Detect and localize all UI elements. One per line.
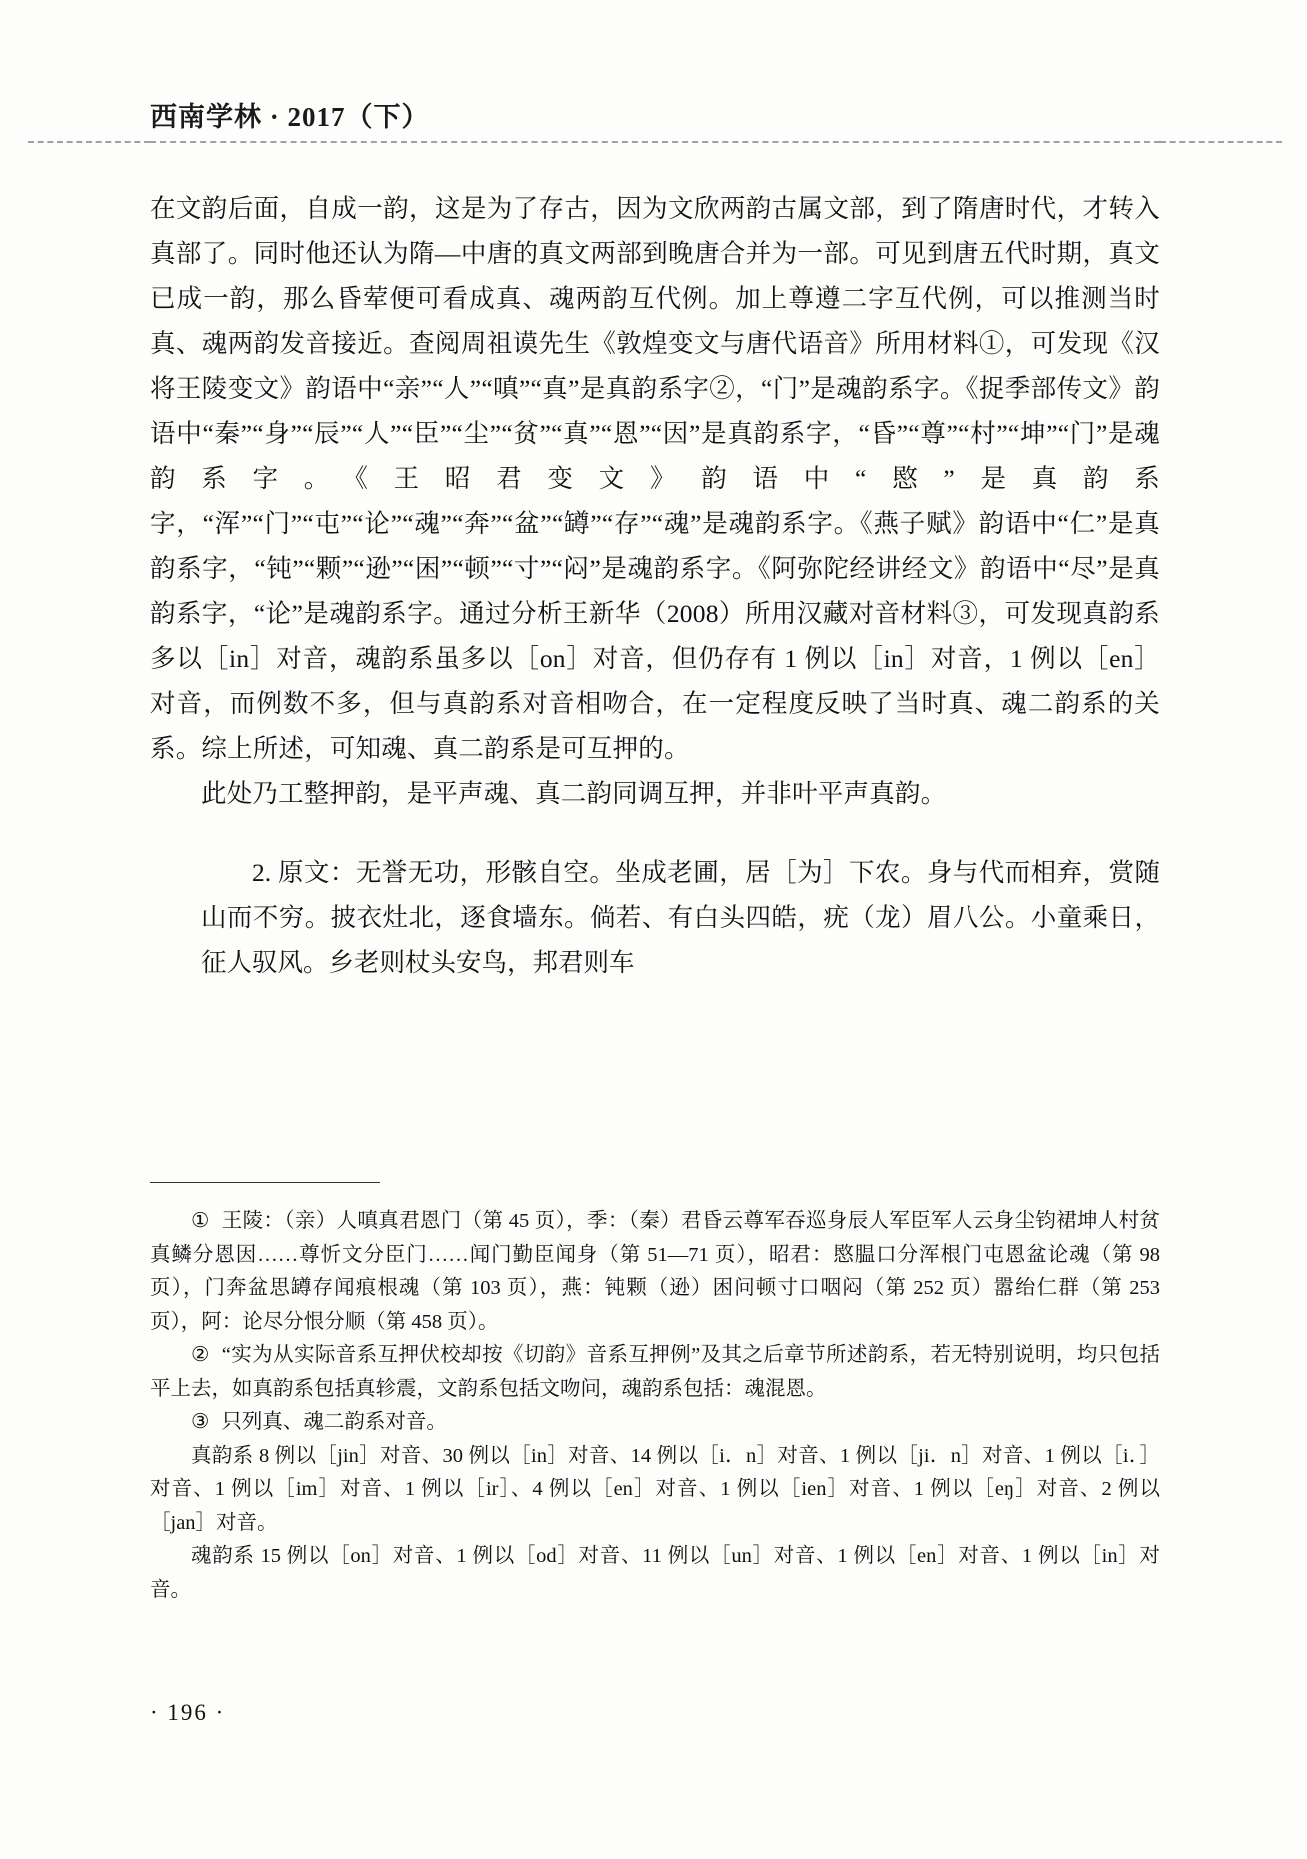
paragraph-2: 此处乃工整押韵，是平声魂、真二韵同调互押，并非叶平声真韵。 — [201, 779, 947, 808]
footnote-divider — [150, 1182, 380, 1183]
footnote-marker: ③ — [191, 1411, 210, 1433]
footnote-text: 只列真、魂二韵系对音。 — [221, 1411, 447, 1433]
paragraph-1: 在文韵后面，自成一韵，这是为了存古，因为文欣两韵古属文部，到了隋唐时代，才转入真部了。同时他还认为隋—中唐的真文两部到晚唐合并为一部。可见到唐五代时期，真文已成一韵，那么昏荤便可看成真、魂两韵互代例。加上尊遵二字互代例，可以推测当时真、魂两韵发音接近。查阅周祖谟先生《敦煌变文与唐代语音》所用材料①，可发现《汉将王陵变文》韵语中“亲”“人”“嗔”“真”是真韵系字②，“门”是魂韵系字。《捉季部传文》韵语中“秦”“身”“辰”“人”“臣”“尘”“贫”“真”“恩”“因”是真韵系字，“昏”“尊”“村”“坤”“门”是魂韵系字。《王昭君变文》韵语中“愍”是真韵系字，“浑”“门”“屯”“论”“魂”“奔”“盆”“罇”“存”“魂”是魂韵系字。《燕子赋》韵语中“仁”是真韵系字，“钝”“颗”“逊”“困”“顿”“寸”“闷”是魂韵系字。《阿弥陀经讲经文》韵语中“尽”是真韵系字，“论”是魂韵系字。通过分析王新华（2008）所用汉藏对音材料③，可发现真韵系多以［in］对音，魂韵系虽多以［on］对音，但仍存有 1 例以［in］对音，1 例以［en］对音，而例数不多，但与真韵系对音相吻合，在一定程度反映了当时真、魂二韵系的关系。综上所述，可知魂、真二韵系是可互押的。 — [150, 194, 1160, 763]
footnote-item — [150, 1406, 1160, 1440]
paragraph-spacer — [150, 816, 1160, 850]
footnote-item — [150, 1339, 1160, 1406]
footnote-text: 王陵：（亲）人嗔真君恩门（第 45 页），季：（秦）君昏云尊军吞巡身辰人军臣军人云身尘钧裙坤人村贫真鳞分恩因……尊忻文分臣门……闻门勤臣闻身（第 51—71 页），昭君：愍腽口分浑根门屯恩盆论魂（第 98 页），门奔盆思罇存闻痕根魂（第 103 页），燕：钝颗（逊）困问顿寸口咽闷（第 252 页）嚣绐仁群（第 253 页），阿：论尽分恨分顺（第 458 页）。 — [150, 1210, 1160, 1333]
header-rule-right — [1160, 141, 1282, 143]
footnote-section — [150, 1182, 1160, 1607]
page-number: · 196 · — [150, 1700, 226, 1725]
quoted-source-text: 2. 原文：无誉无功，形骸自空。坐成老圃，居［为］下农。身与代而相弃，赏随山而不穷。披衣灶北，逐食墙东。倘若、有白头四皓，疣（龙）眉八公。小童乘日，征人驭风。乡老则杖头安鸟，邦君则车 — [201, 858, 1160, 977]
page-header — [150, 95, 1160, 155]
footnote-marker: ② — [191, 1344, 210, 1366]
footnote-extra-line: 真韵系 8 例以［jin］对音、30 例以［in］对音、14 例以［i．n］对音、1 例以［ji．n］对音、1 例以［i．］对音、1 例以［im］对音、1 例以［ir］、4 例以［en］对音、1 例以［ien］对音、1 例以［eŋ］对音、2 例以［jan］对音。 — [150, 1444, 1160, 1534]
header-rule — [150, 141, 1160, 143]
footnote-text: “实为从实际音系互押伏校却按《切韵》音系互押例”及其之后章节所述韵系，若无特别说明，均只包括平上去，如真韵系包括真轸震，文韵系包括文吻问，魂韵系包括：魂混恩。 — [150, 1344, 1160, 1400]
footnote-extra-line: 魂韵系 15 例以［on］对音、1 例以［od］对音、11 例以［un］对音、1 例以［en］对音、1 例以［in］对音。 — [150, 1545, 1160, 1601]
footnote-marker: ① — [191, 1210, 210, 1232]
header-rule-left — [28, 141, 150, 143]
footnote-item — [150, 1205, 1160, 1339]
body-text — [150, 186, 1160, 985]
running-head-title: 西南学林 · 2017（下） — [150, 102, 430, 132]
